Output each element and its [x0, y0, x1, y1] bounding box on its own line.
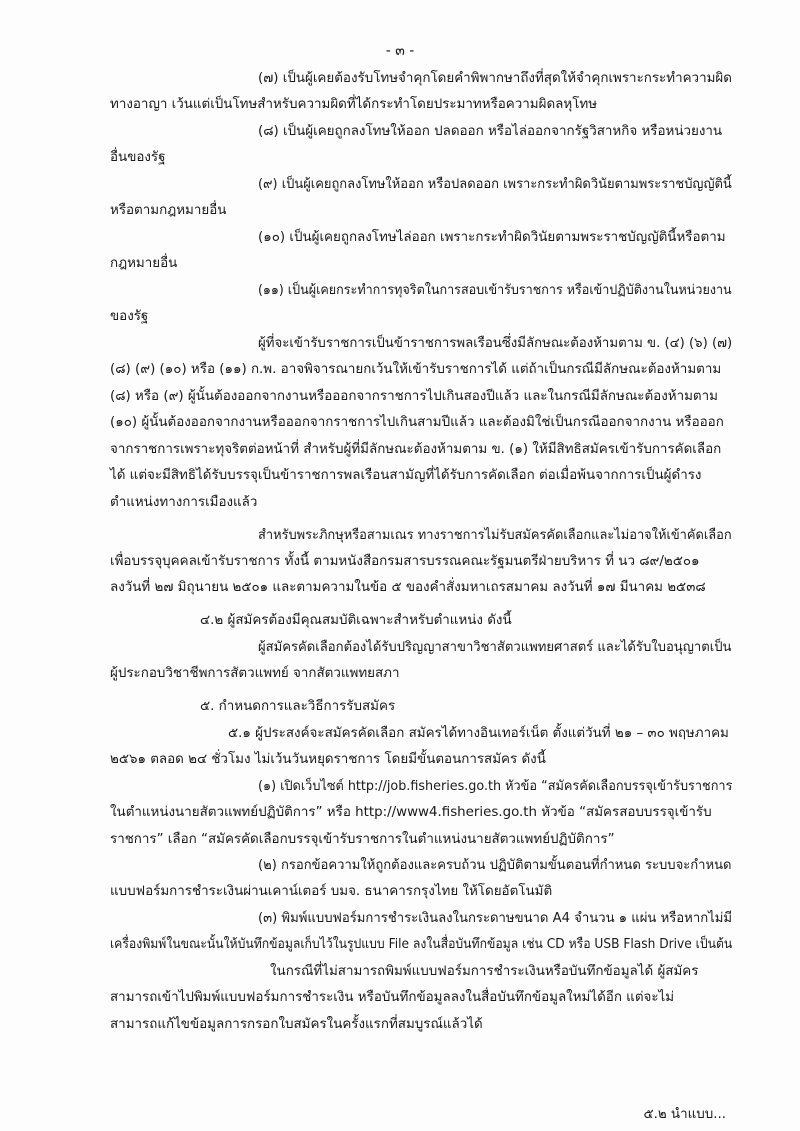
- text-line: (๓) พิมพ์แบบฟอร์มการชำระเงินลงในกระดาษขนาด A4 จำนวน ๑ แผ่น หรือหากไม่มี: [258, 911, 733, 926]
- text-line: เพื่อบรรจุบุคคลเข้ารับราชการ ทั้งนี้ ตามหนังสือกรมสารบรรณคณะรัฐมนตรีฝ่ายบริหาร ที่ นว ๘๙/๒๕๐๑: [110, 554, 700, 569]
- text-line: ๕.๑ ผู้ประสงค์จะสมัครคัดเลือก สมัครได้ทางอินเทอร์เน็ต ตั้งแต่วันที่ ๒๑ – ๓๐ พฤษภาคม: [228, 726, 729, 741]
- text-line: ราชการ” เลือก “สมัครคัดเลือกบรรจุเข้ารับราชการในตำแหน่งนายสัตวแพทย์ปฏิบัติการ”: [110, 832, 615, 847]
- text-line: สำหรับพระภิกษุหรือสามเณร ทางราชการไม่รับสมัครคัดเลือกและไม่อาจให้เข้าคัดเลือก: [258, 528, 732, 543]
- text-line: ผู้ประกอบวิชาชีพการสัตวแพทย์ จากสัตวแพทยสภา: [110, 666, 400, 681]
- text-line: ๕. กำหนดการและวิธีการรับสมัคร: [200, 699, 396, 714]
- text-line: ๔.๒ ผู้สมัครต้องมีคุณสมบัติเฉพาะสำหรับตำแหน่ง ดังนี้: [200, 613, 512, 628]
- text-line: เครื่องพิมพ์ในขณะนั้นให้บันทึกข้อมูลเก็บไว้ในรูปแบบ File ลงในสื่อบันทึกข้อมูล เช่น CD หรือ USB Flash Drive เป็นต้น: [110, 937, 733, 952]
- text-line: (๑๐) ผู้นั้นต้องออกจากงานหรือออกจากราชการไปเกินสามปีแล้ว และต้องมิใช่เป็นกรณีออกจากงาน หรือออก: [110, 415, 724, 430]
- text-line: ผู้สมัครคัดเลือกต้องได้รับปริญญาสาขาวิชาสัตวแพทยศาสตร์ และได้รับใบอนุญาตเป็น: [258, 640, 732, 655]
- text-line: ทางอาญา เว้นแต่เป็นโทษสำหรับความผิดที่ได้กระทำโดยประมาทหรือความผิดลหุโทษ: [110, 97, 598, 112]
- text-line: (๘) (๙) (๑๐) หรือ (๑๑) ก.พ. อาจพิจารณายกเว้นให้เข้ารับราชการได้ แต่ถ้าเป็นกรณีมีลักษณะต้องห้ามตาม: [110, 362, 722, 377]
- text-line: สามารถเข้าไปพิมพ์แบบฟอร์มการชำระเงิน หรือบันทึกข้อมูลลงในสื่อบันทึกข้อมูลใหม่ได้อีก แต่จะไม่: [110, 990, 675, 1005]
- text-line: ของรัฐ: [110, 309, 149, 324]
- text-line: (๘) หรือ (๙) ผู้นั้นต้องออกจากงานหรือออกจากราชการไปเกินสองปีแล้ว และในกรณีมีลักษณะต้องห้ามตาม: [110, 389, 718, 404]
- text-line: (๙) เป็นผู้เคยถูกลงโทษให้ออก หรือปลดออก เพราะกระทำผิดวินัยตามพระราชบัญญัตินี้: [258, 177, 732, 192]
- continuation-footer: ๕.๒ นำแบบ...: [643, 1107, 726, 1122]
- text-line: (๑๑) เป็นผู้เคยกระทำการทุจริตในการสอบเข้ารับราชการ หรือเข้าปฏิบัติงานในหน่วยงาน: [258, 283, 732, 298]
- text-line: อื่นของรัฐ: [110, 150, 166, 165]
- text-line: หรือตามกฎหมายอื่น: [110, 203, 227, 218]
- text-line: ในตำแหน่งนายสัตวแพทย์ปฏิบัติการ” หรือ http://www4.fisheries.go.th หัวข้อ “สมัครสอบบรรจุเข้ารับ: [110, 805, 712, 820]
- text-line: (๘) เป็นผู้เคยถูกลงโทษให้ออก ปลดออก หรือไล่ออกจากรัฐวิสาหกิจ หรือหน่วยงาน: [258, 124, 723, 139]
- text-line: (๗) เป็นผู้เคยต้องรับโทษจำคุกโดยคำพิพากษาถึงที่สุดให้จำคุกเพราะกระทำความผิด: [258, 71, 732, 86]
- text-line: จากราชการเพราะทุจริตต่อหน้าที่ สำหรับผู้ที่มีลักษณะต้องห้ามตาม ข. (๑) ให้มีสิทธิสมัครเข้ารับการคัดเลือก: [110, 442, 722, 457]
- text-line: ลงวันที่ ๒๗ มิถุนายน ๒๕๐๑ และตามความในข้อ ๕ ของคำสั่งมหาเถรสมาคม ลงวันที่ ๑๗ มีนาคม ๒๕๓๘: [110, 580, 706, 595]
- text-line: กฎหมายอื่น: [110, 256, 178, 271]
- text-line: ตำแหน่งทางการเมืองแล้ว: [110, 495, 258, 510]
- text-line: แบบฟอร์มการชำระเงินผ่านเคาน์เตอร์ บมจ. ธนาคารกรุงไทย ให้โดยอัตโนมัติ: [110, 884, 553, 899]
- text-line: (๑) เปิดเว็บไซต์ http://job.fisheries.go.th หัวข้อ “สมัครคัดเลือกบรรจุเข้ารับราชการ: [258, 779, 733, 794]
- text-line: ๒๕๖๑ ตลอด ๒๔ ชั่วโมง ไม่เว้นวันหยุดราชการ โดยมีขั้นตอนการสมัคร ดังนี้: [110, 752, 546, 767]
- text-line: (๒) กรอกข้อความให้ถูกต้องและครบถ้วน ปฏิบัติตามขั้นตอนที่กำหนด ระบบจะกำหนด: [258, 858, 732, 873]
- text-line: ในกรณีที่ไม่สามารถพิมพ์แบบฟอร์มการชำระเงินหรือบันทึกข้อมูลได้ ผู้สมัคร: [270, 964, 699, 979]
- page-number: - ๓ -: [385, 43, 415, 59]
- text-line: สามารถแก้ไขข้อมูลการกรอกใบสมัครในครั้งแรกที่สมบูรณ์แล้วได้: [110, 1017, 483, 1032]
- text-line: (๑๐) เป็นผู้เคยถูกลงโทษไล่ออก เพราะกระทำผิดวินัยตามพระราชบัญญัตินี้หรือตาม: [258, 230, 726, 245]
- text-line: ผู้ที่จะเข้ารับราชการเป็นข้าราชการพลเรือนซึ่งมีลักษณะต้องห้ามตาม ข. (๔) (๖) (๗): [258, 336, 733, 351]
- text-line: ได้ แต่จะมีสิทธิได้รับบรรจุเป็นข้าราชการพลเรือนสามัญที่ได้รับการคัดเลือก ต่อเมื่อพ้นจากการเป็นผู้ดำรง: [110, 468, 702, 483]
